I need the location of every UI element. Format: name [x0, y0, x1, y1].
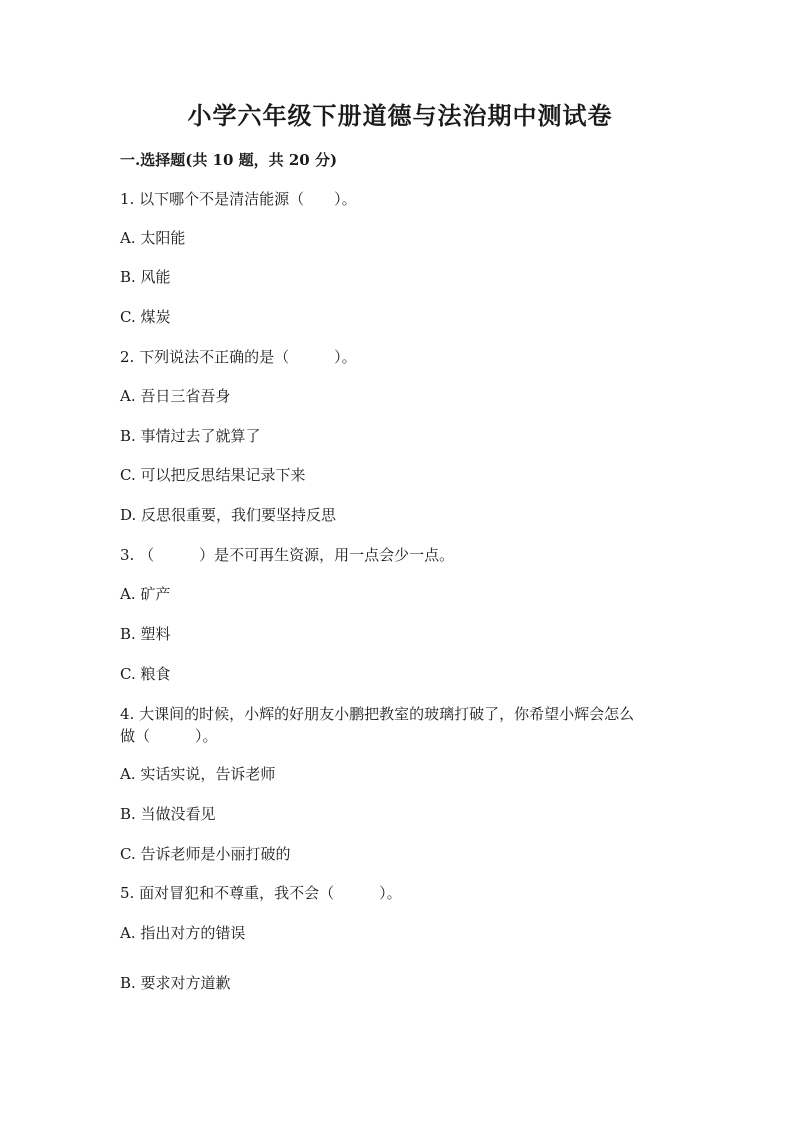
- question-4-stem-line-1: 4. 大课间的时候，小辉的好朋友小鹏把教室的玻璃打破了，你希望小辉会怎么: [120, 705, 635, 723]
- question-2-stem: 2. 下列说法不正确的是（ ）。: [120, 348, 357, 366]
- page-title: 小学六年级下册道德与法治期中测试卷: [187, 101, 613, 130]
- question-3-option-a: A. 矿产: [120, 585, 171, 603]
- question-3-option-b: B. 塑料: [120, 625, 171, 643]
- question-5-stem: 5. 面对冒犯和不尊重，我不会（ ）。: [120, 884, 402, 902]
- question-2-option-a: A. 吾日三省吾身: [120, 387, 231, 405]
- question-2-option-c: C. 可以把反思结果记录下来: [120, 466, 306, 484]
- question-1-stem: 1. 以下哪个不是清洁能源（ ）。: [120, 190, 357, 208]
- question-5-option-b: B. 要求对方道歉: [120, 974, 231, 992]
- question-4-option-b: B. 当做没看见: [120, 805, 216, 823]
- question-4-option-c: C. 告诉老师是小丽打破的: [120, 845, 291, 863]
- question-5-option-a: A. 指出对方的错误: [120, 924, 246, 942]
- question-2-option-d: D. 反思很重要，我们要坚持反思: [120, 506, 337, 524]
- question-1-option-c: C. 煤炭: [120, 308, 171, 326]
- question-4-stem-line-2: 做（ ）。: [120, 727, 218, 745]
- section-heading: 一.选择题(共 10 题，共 20 分): [120, 151, 338, 169]
- question-3-stem: 3. （ ）是不可再生资源，用一点会少一点。: [120, 546, 455, 564]
- question-1-option-a: A. 太阳能: [120, 229, 186, 247]
- question-1-option-b: B. 风能: [120, 268, 171, 286]
- question-3-option-c: C. 粮食: [120, 665, 171, 683]
- question-4-option-a: A. 实话实说，告诉老师: [120, 765, 276, 783]
- question-2-option-b: B. 事情过去了就算了: [120, 427, 261, 445]
